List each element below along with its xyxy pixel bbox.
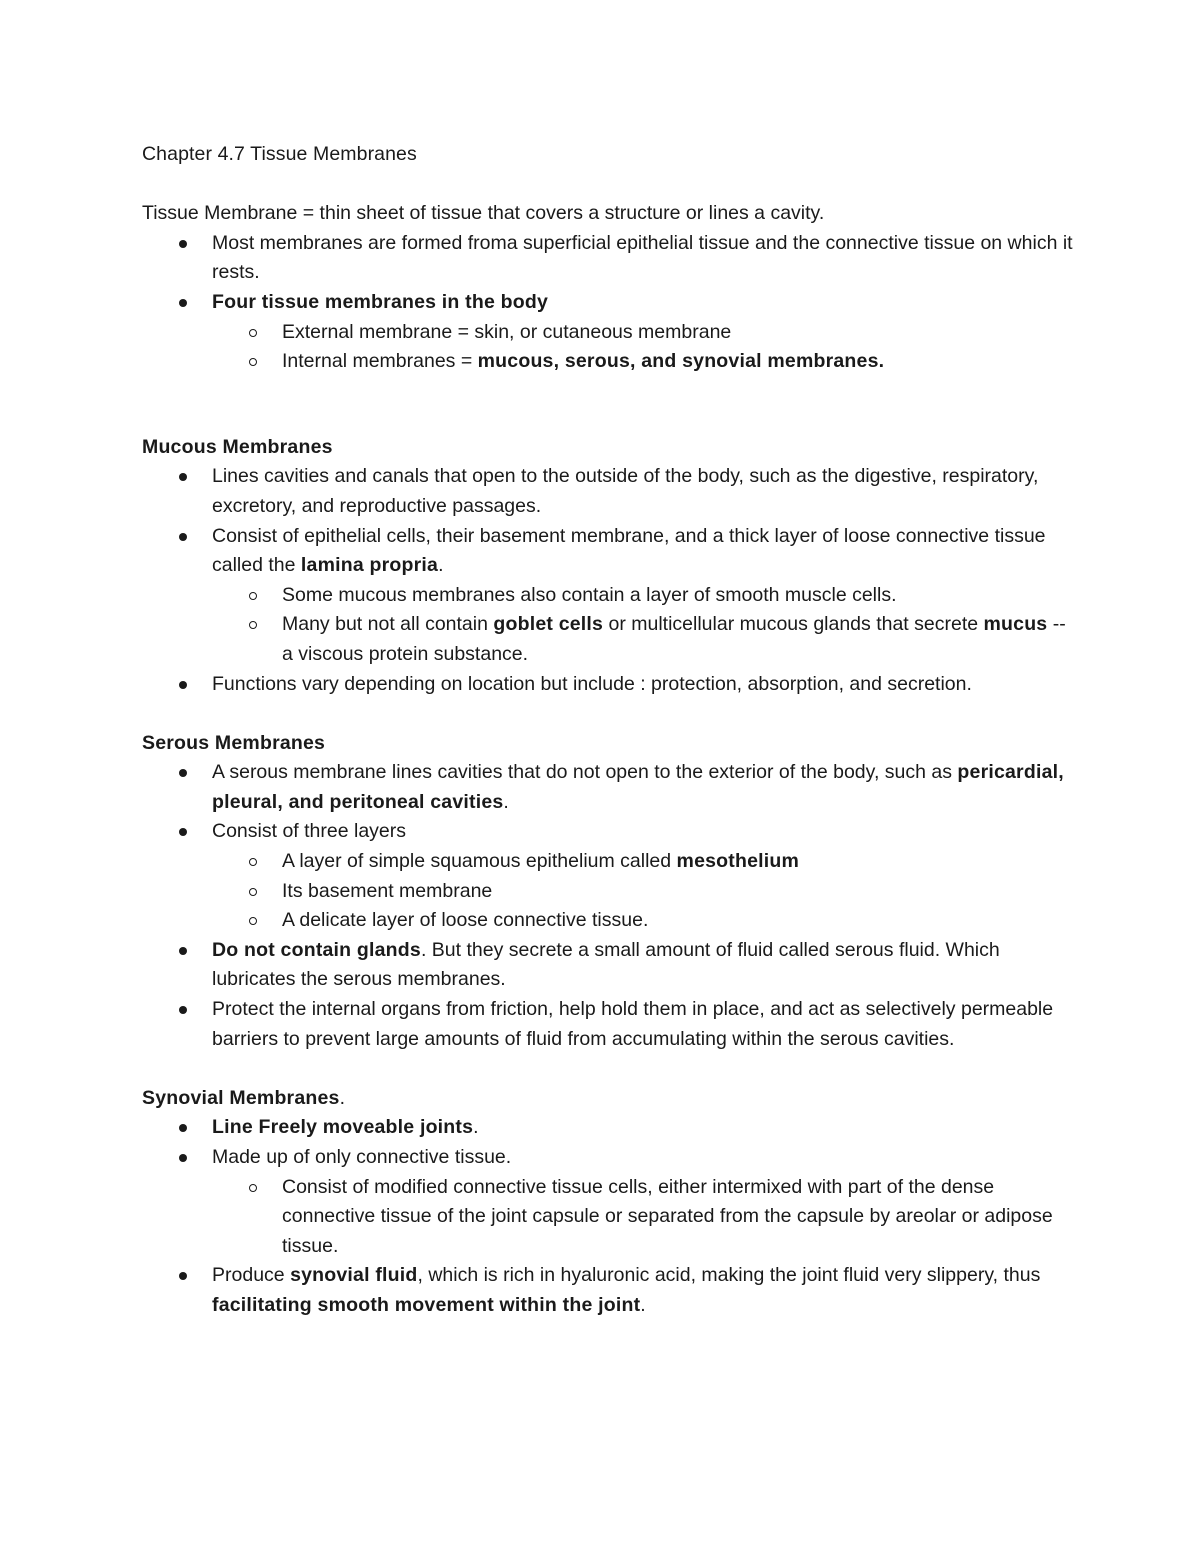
list-item: Made up of only connective tissue.	[142, 1143, 1082, 1173]
sub-list-item: External membrane = skin, or cutaneous membrane	[142, 318, 1082, 348]
sub-list-item: Its basement membrane	[142, 877, 1082, 907]
bullet-icon	[179, 828, 187, 836]
sub-list-item: Some mucous membranes also contain a layer of smooth muscle cells.	[142, 581, 1082, 611]
list-item: A serous membrane lines cavities that do not open to the exterior of the body, such as pericardial, pleural, and peritoneal cavities.	[142, 758, 1082, 817]
circle-bullet-icon	[249, 592, 257, 600]
bullet-icon	[179, 947, 187, 955]
list-item: Produce synovial fluid, which is rich in hyaluronic acid, making the joint fluid very slippery, thus facilitating smooth movement within the joint.	[142, 1261, 1082, 1320]
bullet-icon	[179, 1006, 187, 1014]
list-item: Four tissue membranes in the body	[142, 288, 1082, 318]
page-title: Chapter 4.7 Tissue Membranes	[142, 143, 417, 165]
list-item: Line Freely moveable joints.	[142, 1113, 1082, 1143]
sub-list-item: Many but not all contain goblet cells or multicellular mucous glands that secrete mucus -- a viscous protein substance.	[142, 610, 1082, 669]
document-body	[142, 140, 1082, 1321]
synovial-list	[142, 1113, 1082, 1320]
section-heading-mucous: Mucous Membranes	[142, 435, 333, 458]
section-heading-synovial: Synovial Membranes.	[142, 1086, 346, 1109]
mucous-list	[142, 462, 1082, 699]
intro-list	[142, 229, 1082, 377]
bullet-icon	[179, 473, 187, 481]
list-item: Lines cavities and canals that open to the outside of the body, such as the digestive, respiratory, excretory, and reproductive passages.	[142, 462, 1082, 521]
bullet-icon	[179, 769, 187, 777]
sub-list-item: Internal membranes = mucous, serous, and synovial membranes.	[142, 347, 1082, 377]
circle-bullet-icon	[249, 917, 257, 925]
circle-bullet-icon	[249, 329, 257, 337]
bullet-icon	[179, 533, 187, 541]
sub-list-item: A layer of simple squamous epithelium called mesothelium	[142, 847, 1082, 877]
bullet-icon	[179, 1154, 187, 1162]
list-item: Consist of epithelial cells, their basement membrane, and a thick layer of loose connective tissue called the lamina propria.	[142, 522, 1082, 581]
serous-list	[142, 758, 1082, 1054]
list-item: Consist of three layers	[142, 817, 1082, 847]
bullet-icon	[179, 299, 187, 307]
circle-bullet-icon	[249, 621, 257, 629]
list-item: Do not contain glands. But they secrete a small amount of fluid called serous fluid. Which lubricates the serous membranes.	[142, 936, 1082, 995]
bullet-icon	[179, 681, 187, 689]
list-item: Most membranes are formed froma superficial epithelial tissue and the connective tissue on which it rests.	[142, 229, 1082, 288]
list-item: Protect the internal organs from friction, help hold them in place, and act as selectively permeable barriers to prevent large amounts of fluid from accumulating within the serous cavities.	[142, 995, 1082, 1054]
list-item: Functions vary depending on location but include : protection, absorption, and secretion.	[142, 670, 1082, 700]
circle-bullet-icon	[249, 1184, 257, 1192]
definition-text: Tissue Membrane = thin sheet of tissue that covers a structure or lines a cavity.	[142, 202, 825, 225]
circle-bullet-icon	[249, 888, 257, 896]
bullet-icon	[179, 1272, 187, 1280]
bullet-icon	[179, 1124, 187, 1132]
bullet-icon	[179, 240, 187, 248]
circle-bullet-icon	[249, 358, 257, 366]
section-heading-serous: Serous Membranes	[142, 731, 326, 754]
circle-bullet-icon	[249, 858, 257, 866]
sub-list-item: Consist of modified connective tissue cells, either intermixed with part of the dense connective tissue of the joint capsule or separated from the capsule by areolar or adipose tissue.	[142, 1173, 1082, 1262]
sub-list-item: A delicate layer of loose connective tissue.	[142, 906, 1082, 936]
